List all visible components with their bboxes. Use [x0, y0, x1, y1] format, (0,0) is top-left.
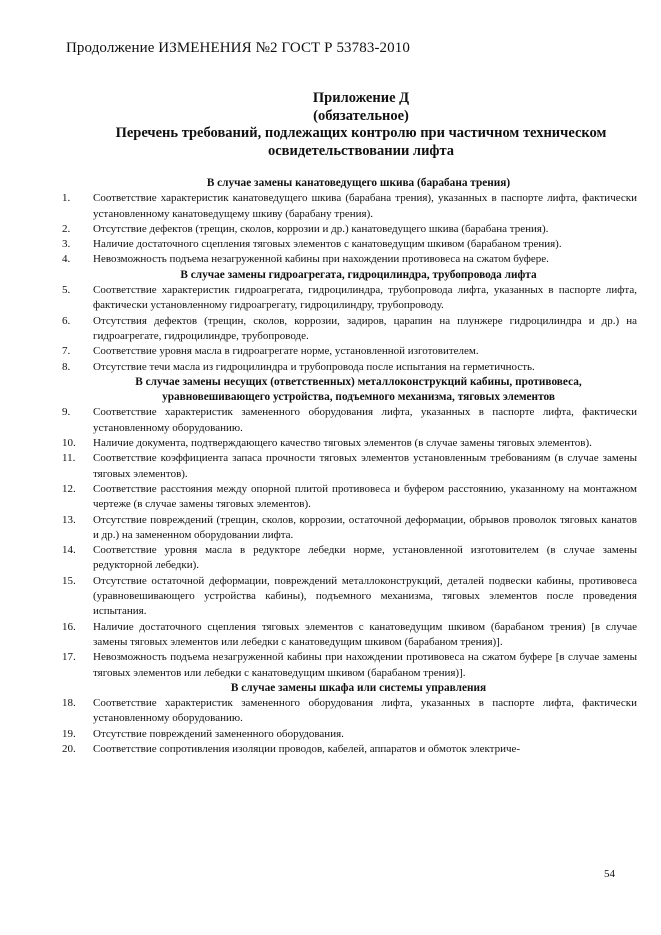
requirement-text: Соответствие характеристик замененного оборудования лифта, указанных в паспорте лифта, фактически установленному оборудованию.	[93, 697, 637, 725]
requirement-item	[62, 650, 637, 681]
requirement-item	[62, 451, 637, 482]
requirement-number: 17.	[62, 651, 76, 664]
requirement-item	[62, 574, 637, 620]
requirement-item	[62, 513, 637, 544]
requirement-number: 15.	[62, 574, 76, 587]
requirement-number: 16.	[62, 620, 76, 633]
section-title: В случае замены шкафа или системы управления	[230, 681, 487, 694]
requirement-text: Невозможность подъема незагруженной кабины при нахождении противовеса на сжатом буфере [в случае замены тяговых элементов или лебедки с канатоведущим шкивом (барабаном трения)].	[93, 651, 637, 679]
requirement-number: 5.	[62, 284, 71, 297]
running-header: Продолжение ИЗМЕНЕНИЯ №2 ГОСТ Р 53783-2010	[66, 40, 410, 56]
requirement-text: Соответствие характеристик гидроагрегата, гидроцилиндра, трубопровода лифта, указанных в паспорте лифта, фактически установленному гидроагрегату, гидроцилиндру, трубопроводу.	[93, 284, 637, 312]
requirement-number: 6.	[62, 314, 71, 327]
requirement-number: 12.	[62, 482, 76, 495]
section-title: В случае замены канатоведущего шкива (барабана трения)	[206, 177, 511, 189]
requirement-item	[62, 696, 637, 727]
requirement-text: Отсутствие течи масла из гидроцилиндра и трубопровода после испытания на герметичность.	[93, 360, 535, 373]
requirement-item	[62, 727, 637, 742]
requirement-number: 10.	[62, 437, 76, 450]
requirement-item	[62, 252, 637, 267]
requirement-item	[62, 436, 637, 451]
requirement-number: 2.	[62, 222, 71, 235]
requirement-text: Соответствие уровня масла в гидроагрегате норме, установленной изготовителем.	[93, 345, 479, 358]
requirement-number: 4.	[62, 253, 71, 266]
page-number: 54	[604, 868, 615, 880]
requirement-text: Наличие документа, подтверждающего качество тяговых элементов (в случае замены тяговых элементов).	[93, 437, 592, 450]
appendix-heading-line-2: освидетельствовании лифта	[267, 142, 455, 159]
requirement-item	[62, 344, 637, 359]
requirement-number: 8.	[62, 360, 71, 373]
requirement-number: 18.	[62, 697, 76, 710]
requirement-number: 7.	[62, 345, 71, 358]
requirement-text: Наличие достаточного сцепления тяговых элементов с канатоведущим шкивом (барабаном трения) [в случае замены тяговых элементов или лебедки с канатоведущим шкивом (барабаном трения)].	[93, 620, 637, 648]
requirement-item	[62, 405, 637, 436]
requirement-number: 14.	[62, 544, 76, 557]
requirements-list	[62, 176, 637, 757]
requirement-text: Соответствие расстояния между опорной плитой противовеса и буфером расстоянию, указанному на монтажном чертеже (в случае замены тяговых элементов).	[93, 482, 637, 511]
requirement-text: Соответствие коэффициента запаса прочности тяговых элементов установленным требованиям (в случае замены тяговых элементов).	[93, 452, 637, 480]
appendix-status: (обязательное)	[313, 107, 409, 124]
requirement-item	[62, 742, 637, 757]
appendix-title: Приложение Д	[312, 90, 410, 106]
requirement-text: Отсутствие остаточной деформации, повреждений металлоконструкций, деталей подвески кабины, противовеса (уравновешивающего устройства кабины), подъемного механизма, тяговых элементов после проведения испытания.	[93, 574, 637, 618]
requirement-number: 3.	[62, 238, 71, 251]
requirement-text: Отсутствие повреждений замененного оборудования.	[93, 727, 344, 740]
requirement-text: Наличие достаточного сцепления тяговых элементов с канатоведущим шкивом (барабаном трения).	[93, 238, 562, 251]
appendix-title-block	[60, 90, 661, 160]
requirement-item	[62, 543, 637, 574]
requirement-item	[62, 314, 637, 345]
requirement-text: Соответствие сопротивления изоляции проводов, кабелей, аппаратов и обмоток электриче-	[93, 742, 521, 755]
requirement-text: Соответствие уровня масла в редукторе лебедки норме, установленной изготовителем (в случае замены редукторной лебедки).	[93, 544, 637, 572]
requirement-number: 20.	[62, 742, 76, 755]
requirement-number: 9.	[62, 406, 71, 419]
appendix-heading-line-1: Перечень требований, подлежащих контролю при частичном техническом	[115, 125, 607, 141]
requirement-number: 19.	[62, 727, 76, 740]
requirement-item	[62, 482, 637, 513]
requirement-item	[62, 360, 637, 375]
requirement-item	[62, 283, 637, 314]
requirement-text: Соответствие характеристик замененного оборудования лифта, указанных в паспорте лифта, фактически установленному оборудованию.	[93, 406, 637, 434]
section-title: В случае замены несущих (ответственных) металлоконструкций кабины, противовеса, уравновешивающего устройства, подъемного механизма, тяговых элементов	[135, 375, 582, 404]
requirement-item	[62, 620, 637, 651]
section-title: В случае замены гидроагрегата, гидроцилиндра, трубопровода лифта	[180, 268, 537, 281]
requirement-item	[62, 222, 637, 237]
requirement-number: 1.	[62, 192, 71, 205]
requirement-number: 11.	[62, 452, 76, 465]
requirement-text: Отсутствие повреждений (трещин, сколов, коррозии, остаточной деформации, обрывов проволок тяговых канатов и др.) на замененном оборудовании лифта.	[93, 513, 637, 541]
requirement-text: Соответствие характеристик канатоведущего шкива (барабана трения), указанных в паспорте лифта, фактически установленному канатоведущему шкиву (барабану трения).	[93, 192, 637, 220]
requirement-item	[62, 237, 637, 252]
requirement-item	[62, 191, 637, 222]
requirement-text: Невозможность подъема незагруженной кабины при нахождении противовеса на сжатом буфере.	[93, 253, 549, 266]
requirement-number: 13.	[62, 513, 76, 526]
requirement-text: Отсутствия дефектов (трещин, сколов, коррозии, задиров, царапин на плунжере гидроцилиндра и др.) на гидроагрегате, гидроцилиндре, трубопроводе.	[93, 314, 637, 342]
requirement-text: Отсутствие дефектов (трещин, сколов, коррозии и др.) канатоведущего шкива (барабана трения).	[93, 222, 549, 235]
